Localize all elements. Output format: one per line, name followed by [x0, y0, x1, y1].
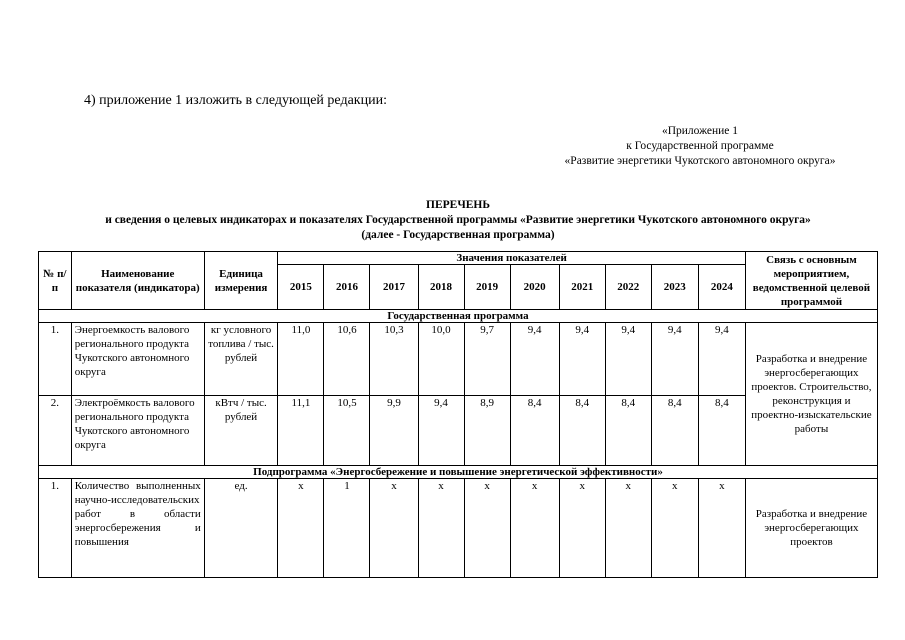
- section-row-program: [39, 310, 878, 323]
- year-2020: 2020: [510, 265, 559, 310]
- year-2024: 2024: [698, 265, 745, 310]
- header-name: Наименование показателя (индикатора): [71, 252, 204, 310]
- row-num: 2.: [39, 396, 72, 466]
- amendment-intro: 4) приложение 1 изложить в следующей редакции:: [84, 93, 387, 108]
- value-cell: 9,4: [605, 323, 651, 396]
- header-row: [39, 252, 878, 265]
- value-cell: x: [418, 479, 464, 578]
- section-title-program: Государственная программа: [39, 310, 878, 323]
- value-cell: 10,0: [418, 323, 464, 396]
- value-cell: 8,4: [559, 396, 605, 466]
- header-unit: Единица измерения: [204, 252, 278, 310]
- value-cell: 10,6: [324, 323, 370, 396]
- table-row: [39, 323, 878, 396]
- section-row-subprogram: [39, 466, 878, 479]
- row-name: Электроёмкость валового регионального продукта Чукотского автономного округа: [71, 396, 204, 466]
- value-cell: x: [559, 479, 605, 578]
- heading-note: (далее - Государственная программа): [361, 229, 555, 241]
- row-name: Количество выполненных научно-исследовательских работ в области энергосбережения и повышения: [71, 479, 204, 578]
- value-cell: 9,7: [464, 323, 510, 396]
- value-cell: x: [510, 479, 559, 578]
- value-cell: 11,1: [278, 396, 324, 466]
- value-cell: 8,9: [464, 396, 510, 466]
- appendix-line-3: «Развитие энергетики Чукотского автономного округа»: [564, 155, 836, 167]
- year-2015: 2015: [278, 265, 324, 310]
- value-cell: 11,0: [278, 323, 324, 396]
- appendix-line-2: к Государственной программе: [626, 140, 774, 152]
- value-cell: 9,4: [510, 323, 559, 396]
- appendix-reference: [535, 124, 865, 169]
- row-unit: кВтч / тыс. рублей: [204, 396, 278, 466]
- row-unit: ед.: [204, 479, 278, 578]
- year-2019: 2019: [464, 265, 510, 310]
- heading-title: ПЕРЕЧЕНЬ: [426, 199, 490, 211]
- heading-subtitle: и сведения о целевых индикаторах и показателях Государственной программы «Развитие энергетики Чукотского автономного округа»: [105, 214, 811, 226]
- value-cell: 8,4: [651, 396, 698, 466]
- header-link: Связь с основным мероприятием, ведомственной целевой программой: [745, 252, 877, 310]
- row-num: 1.: [39, 479, 72, 578]
- row-name: Энергоемкость валового регионального продукта Чукотского автономного округа: [71, 323, 204, 396]
- value-cell: x: [651, 479, 698, 578]
- document-heading: [38, 198, 878, 243]
- year-2016: 2016: [324, 265, 370, 310]
- header-values: Значения показателей: [278, 252, 746, 265]
- value-cell: 1: [324, 479, 370, 578]
- value-cell: 10,5: [324, 396, 370, 466]
- value-cell: x: [605, 479, 651, 578]
- value-cell: 8,4: [510, 396, 559, 466]
- value-cell: 9,4: [559, 323, 605, 396]
- year-2017: 2017: [370, 265, 418, 310]
- value-cell: 8,4: [605, 396, 651, 466]
- table-row: [39, 479, 878, 578]
- value-cell: x: [464, 479, 510, 578]
- value-cell: x: [278, 479, 324, 578]
- link-cell-subprogram: Разработка и внедрение энергосберегающих проектов: [745, 479, 877, 578]
- header-num: № п/п: [39, 252, 72, 310]
- value-cell: 9,4: [418, 396, 464, 466]
- year-2022: 2022: [605, 265, 651, 310]
- section-title-subprogram: Подпрограмма «Энергосбережение и повышение энергетической эффективности»: [39, 466, 878, 479]
- row-unit: кг условного топлива / тыс. рублей: [204, 323, 278, 396]
- value-cell: x: [370, 479, 418, 578]
- value-cell: 9,9: [370, 396, 418, 466]
- year-2023: 2023: [651, 265, 698, 310]
- value-cell: 9,4: [698, 323, 745, 396]
- value-cell: 8,4: [698, 396, 745, 466]
- appendix-line-1: «Приложение 1: [661, 125, 739, 137]
- year-2018: 2018: [418, 265, 464, 310]
- value-cell: x: [698, 479, 745, 578]
- year-2021: 2021: [559, 265, 605, 310]
- value-cell: 10,3: [370, 323, 418, 396]
- row-num: 1.: [39, 323, 72, 396]
- link-cell-program: Разработка и внедрение энергосберегающих проектов. Строительство, реконструкция и проектно-изыскательские работы: [745, 323, 877, 466]
- value-cell: 9,4: [651, 323, 698, 396]
- indicators-table: [38, 251, 878, 578]
